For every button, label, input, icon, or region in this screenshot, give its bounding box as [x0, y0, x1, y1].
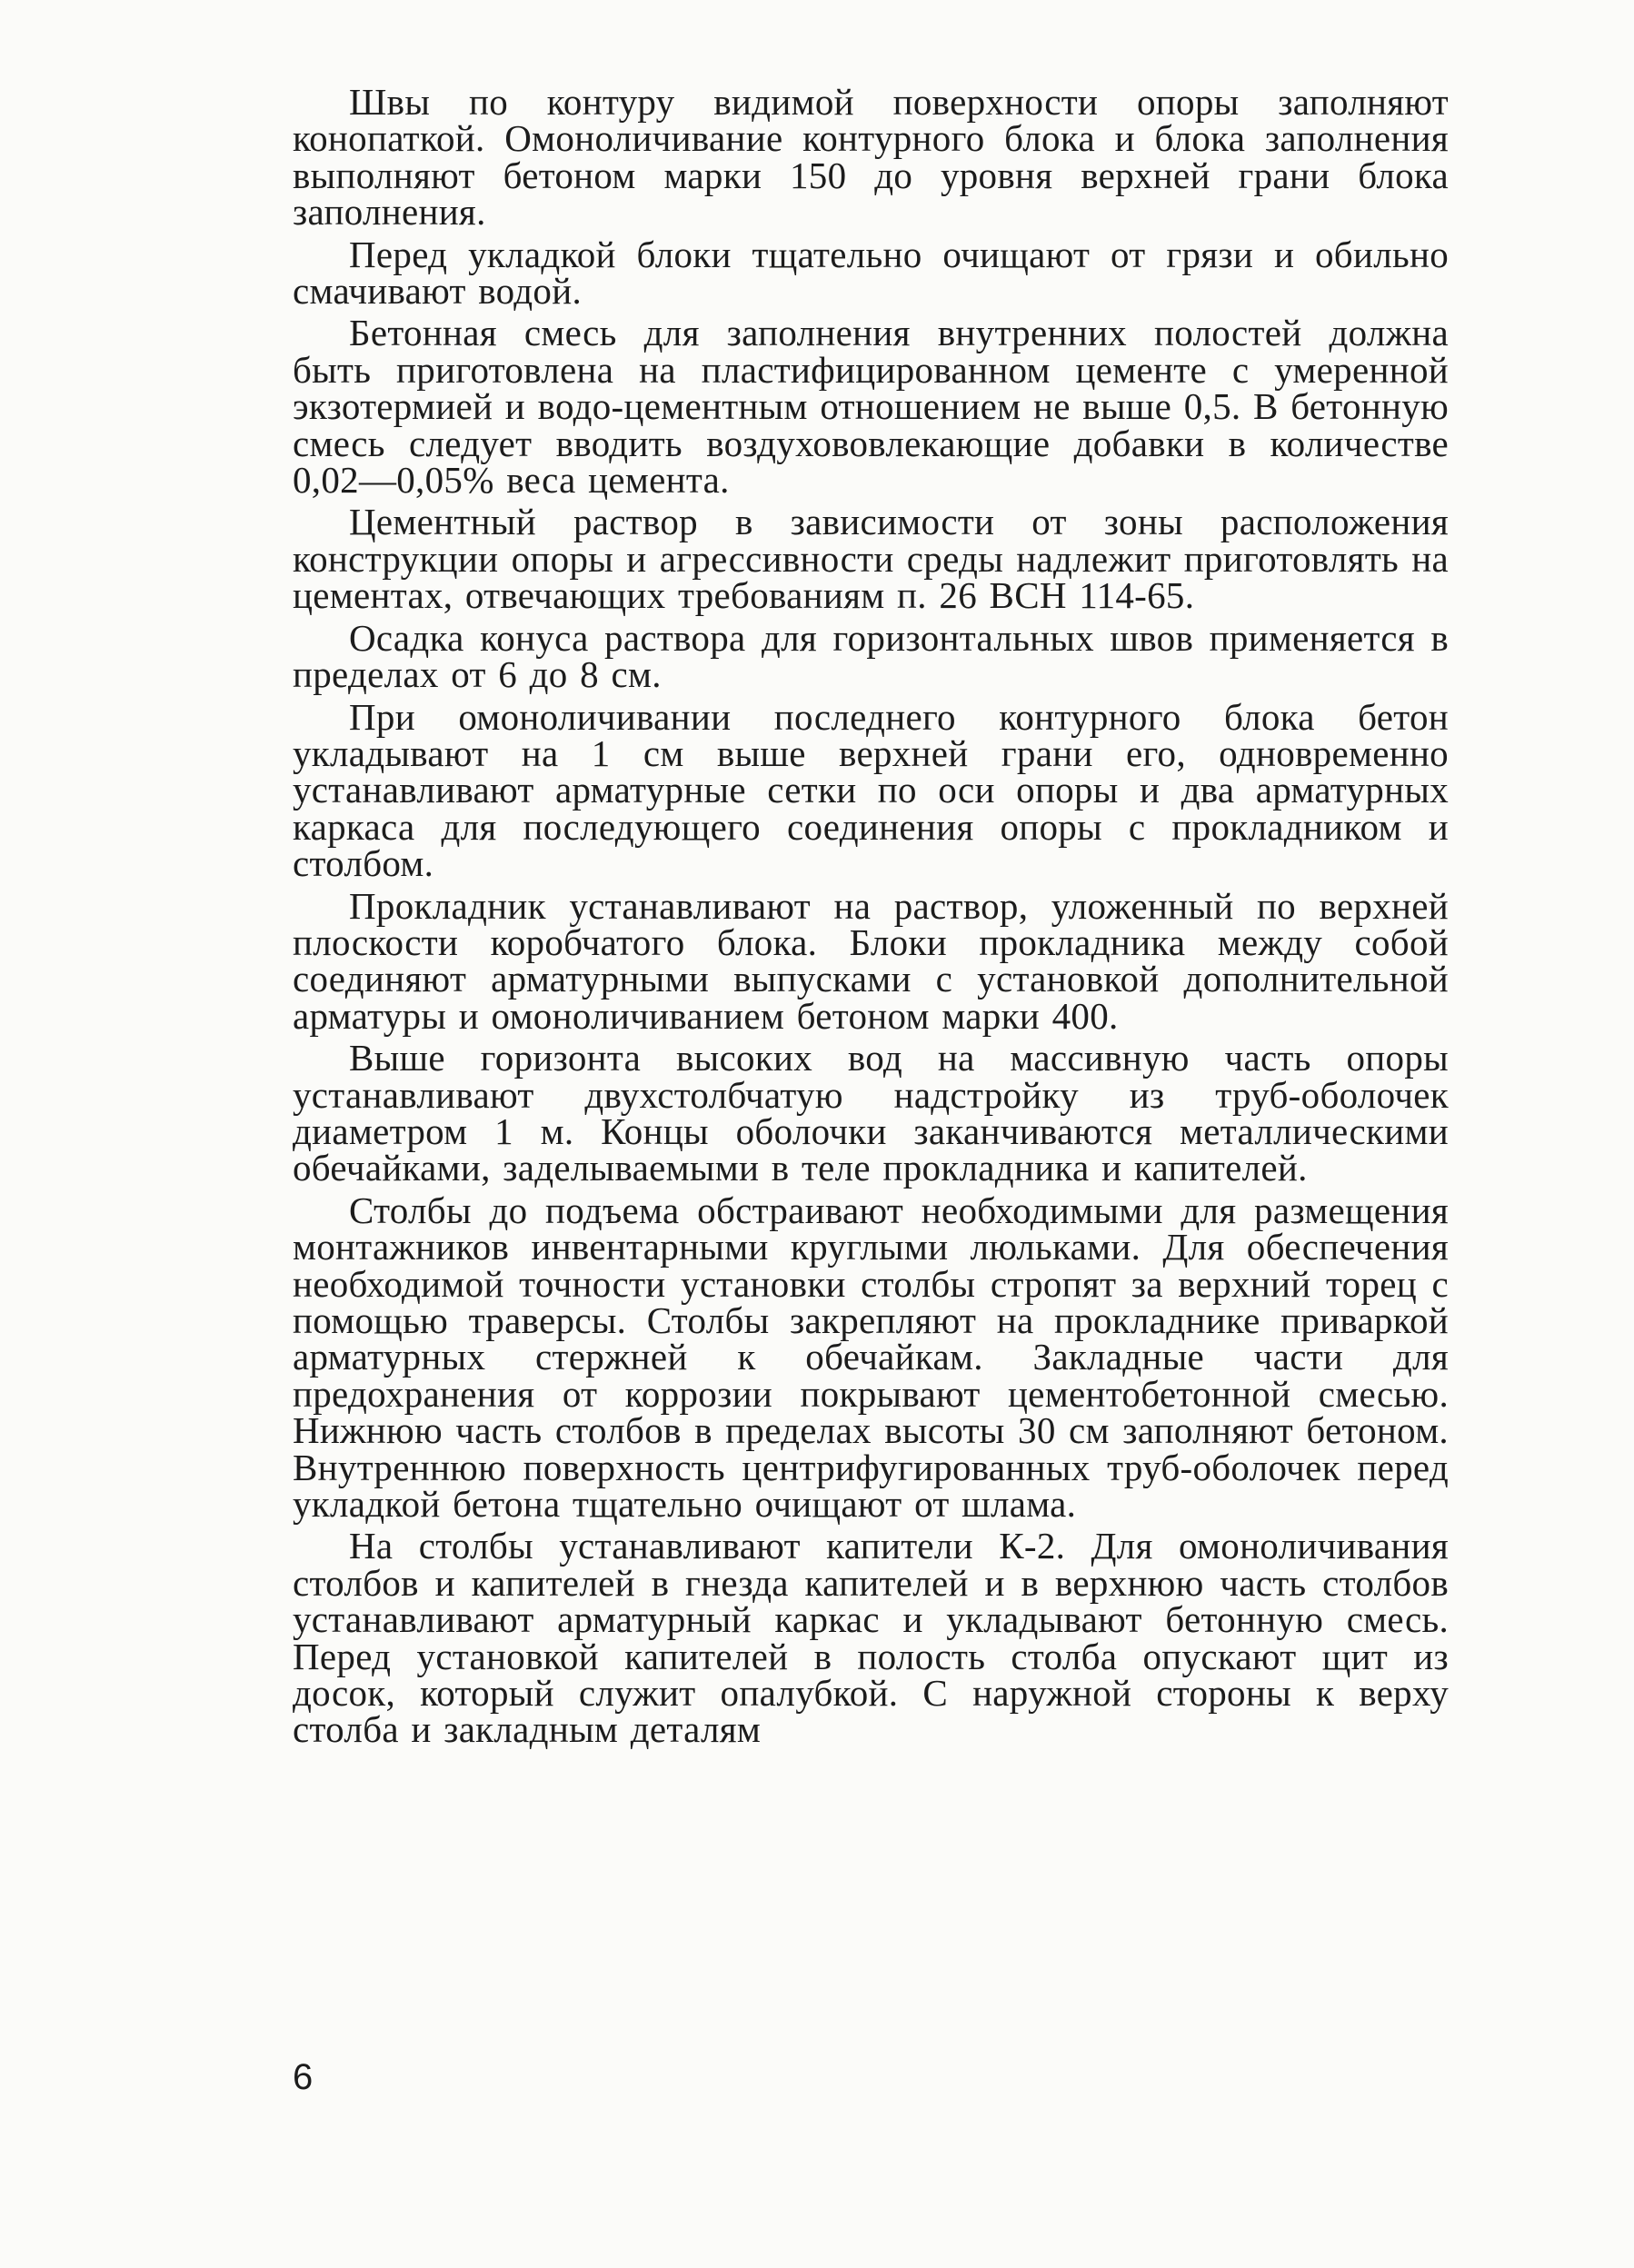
paragraph-capitals: На столбы устанавливают капители К-2. Для омоноличивания столбов и капителей в гнезда капителей и в верхнюю часть столбов устанавливают арматурный каркас и укладывают бетонную смесь. Перед установкой капителей в полость столба опускают щит из досок, который служит опалубкой. С наружной стороны к верху столба и закладным деталям — [293, 1525, 1449, 1751]
paragraph-cone-slump: Осадка конуса раствора для горизонтальных швов применяется в пределах от 6 до 8 см. — [293, 616, 1449, 696]
paragraph-prokladnik: Прокладник устанавливают на раствор, уложенный по верхней плоскости коробчатого блока. Блоки прокладника между собой соединяют арматурными выпусками с установкой дополнительной арматуры и омоноличиванием бетоном марки 400. — [293, 884, 1449, 1037]
paragraph-columns: Столбы до подъема обстраивают необходимыми для размещения монтажников инвентарными круглыми люльками. Для обеспечения необходимой точности установки столбы стропят за верхний торец с помощью траверсы. Столбы закрепляют на прокладнике приваркой арматурных стержней к обечайкам. Закладные части для предохранения от коррозии покрывают цементобетонной смесью. Нижнюю часть столбов в пределах высоты 30 см заполняют бетоном. Внутреннюю поверхность центрифугированных труб-оболочек перед укладкой бетона тщательно очищают от шлама. — [293, 1189, 1449, 1526]
paragraph-superstructure: Выше горизонта высоких вод на массивную часть опоры устанавливают двухстолбчатую надстройку из труб-оболочек диаметром 1 м. Концы оболочки заканчиваются металлическими обечайками, заделываемыми в теле прокладника и капителей. — [293, 1037, 1449, 1189]
paragraph-seams: Швы по контуру видимой поверхности опоры заполняют конопаткой. Омоноличивание контурного блока и блока заполнения выполняют бетоном марки 150 до уровня верхней грани блока заполнения. — [293, 81, 1449, 234]
paragraph-last-block: При омоноличивании последнего контурного блока бетон укладывают на 1 см выше верхней грани его, одновременно устанавливают арматурные сетки по оси опоры и два арматурных каркаса для последующего соединения опоры с прокладником и столбом. — [293, 695, 1449, 885]
page-number: 6 — [293, 2057, 314, 2097]
paragraph-concrete-mix: Бетонная смесь для заполнения внутренних полостей должна быть приготовлена на пластифицированном цементе с умеренной экзотермией и водо-цементным отношением не выше 0,5. В бетонную смесь следует вводить воздухововлекающие добавки в количестве 0,02—0,05% веса цемента. — [293, 312, 1449, 502]
body-text — [293, 81, 1449, 1754]
paragraph-block-cleaning: Перед укладкой блоки тщательно очищают от грязи и обильно смачивают водой. — [293, 233, 1449, 313]
paragraph-cement-mortar: Цементный раствор в зависимости от зоны расположения конструкции опоры и агрессивности среды надлежит приготовлять на цементах, отвечающих требованиям п. 26 ВСН 114-65. — [293, 501, 1449, 617]
